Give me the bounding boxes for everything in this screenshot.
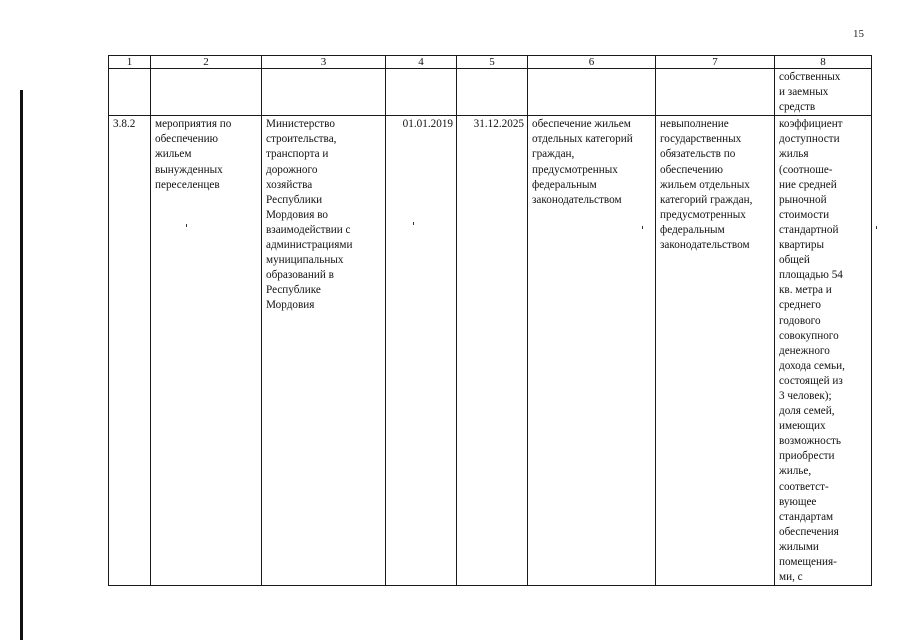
- column-number: 2: [151, 56, 262, 69]
- indicator-cell: собственных и заемных средств: [775, 69, 872, 116]
- expected-result-cell: обеспечение жильем отдельных категорий граждан, предусмотренных федеральным законодательством: [528, 116, 656, 586]
- table-cell: [151, 69, 262, 116]
- table-cell: [109, 69, 151, 116]
- end-date-cell: 31.12.2025: [457, 116, 528, 586]
- column-number: 3: [262, 56, 386, 69]
- column-number: 5: [457, 56, 528, 69]
- measure-name-cell: мероприятия по обеспечению жильем вынужденных переселенцев: [151, 116, 262, 586]
- scan-edge-mark: [20, 90, 23, 640]
- column-number: 7: [656, 56, 775, 69]
- table-row-3-8-2: [109, 116, 872, 586]
- start-date-cell: 01.01.2019: [386, 116, 457, 586]
- indicator-cell: коэффициент доступности жилья (соотноше- ние средней рыночной стоимости стандартной квартиры общей площадью 54 кв. метра и среднего годового совокупного денежного дохода семьи, состоящей из 3 человек); доля семей, имеющих возможность приобрести жилье, соответст- вующее стандартам обеспечения жилыми помещения- ми, с: [775, 116, 872, 586]
- column-number: 1: [109, 56, 151, 69]
- column-number: 6: [528, 56, 656, 69]
- table-row-continuation: [109, 69, 872, 116]
- column-number-row: [109, 56, 872, 69]
- table-cell: [528, 69, 656, 116]
- scan-speck: [186, 224, 187, 227]
- consequences-cell: невыполнение государственных обязательств по обеспечению жильем отдельных категорий граждан, предусмотренных федеральным законодательством: [656, 116, 775, 586]
- scan-speck: [642, 226, 643, 229]
- item-number-cell: 3.8.2: [109, 116, 151, 586]
- scan-speck: [413, 222, 414, 225]
- scan-speck: [876, 226, 877, 229]
- table-cell: [656, 69, 775, 116]
- program-table: [108, 55, 872, 586]
- column-number: 8: [775, 56, 872, 69]
- column-number: 4: [386, 56, 457, 69]
- executor-cell: Министерство строительства, транспорта и дорожного хозяйства Республики Мордовия во взаимодействии с администрациями муниципальных образований в Республике Мордовия: [262, 116, 386, 586]
- table-cell: [386, 69, 457, 116]
- page-number: 15: [853, 28, 864, 40]
- table-cell: [457, 69, 528, 116]
- table-cell: [262, 69, 386, 116]
